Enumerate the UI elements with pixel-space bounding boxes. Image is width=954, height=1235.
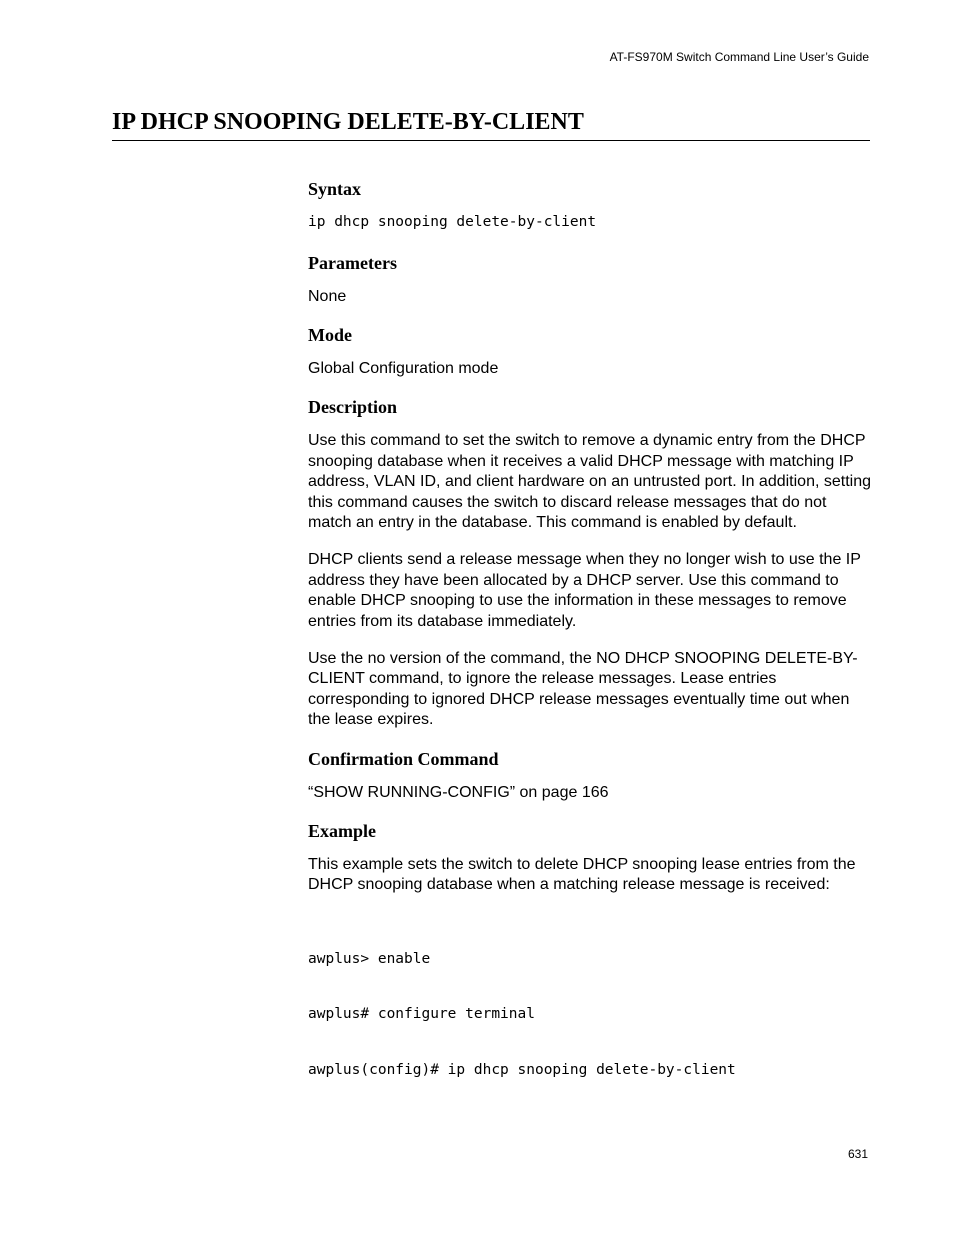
description-paragraph-1: Use this command to set the switch to remove a dynamic entry from the DHCP snooping database when it receives a valid DHCP message with matching IP address, VLAN ID, and client hardware on an untrusted port. In addition, setting this command causes the switch to discard release messages that do not match an entry in the database. This command is enabled by default.: [308, 432, 871, 531]
mode-text: Global Configuration mode: [308, 359, 499, 377]
page-title: IP DHCP SNOOPING DELETE-BY-CLIENT: [112, 109, 584, 135]
confirmation-heading: Confirmation Command: [308, 748, 499, 769]
description-paragraph-2: DHCP clients send a release message when they no longer wish to use the IP address they have been allocated by a DHCP server. Use this command to enable DHCP snooping to use the information in these messages to remove entries from its database immediately.: [308, 551, 861, 630]
main-content: [308, 178, 874, 1136]
page-number: 631: [847, 1147, 868, 1161]
parameters-heading: Parameters: [308, 252, 397, 273]
syntax-code: ip dhcp snooping delete-by-client: [308, 214, 597, 230]
confirmation-link[interactable]: “SHOW RUNNING-CONFIG” on page 166: [308, 783, 609, 801]
example-code-line: awplus(config)# ip dhcp snooping delete-by-client: [308, 1061, 736, 1078]
syntax-heading: Syntax: [308, 179, 362, 199]
title-rule: [112, 140, 870, 141]
description-heading: Description: [308, 397, 397, 418]
example-code-line: awplus> enable: [308, 950, 431, 967]
parameters-text: None: [308, 287, 347, 305]
example-heading: Example: [308, 821, 377, 841]
example-text: This example sets the switch to delete DHCP snooping lease entries from the DHCP snooping database when a matching release message is received:: [308, 856, 856, 894]
example-code-line: awplus# configure terminal: [308, 1006, 535, 1023]
example-code-block: [308, 913, 874, 1117]
mode-heading: Mode: [308, 324, 352, 345]
running-header: AT-FS970M Switch Command Line User’s Guide: [609, 50, 869, 64]
description-paragraph-3: Use the no version of the command, the NO DHCP SNOOPING DELETE-BY-CLIENT command, to ignore the release messages. Lease entries corresponding to ignored DHCP release messages eventually time out when the lease expires.: [308, 649, 858, 729]
